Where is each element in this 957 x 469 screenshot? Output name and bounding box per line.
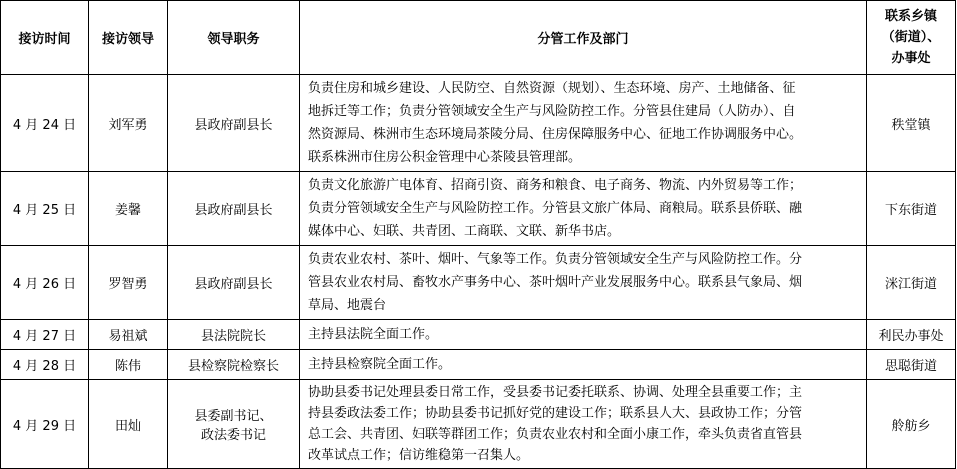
cell-leader: 罗智勇	[89, 246, 168, 320]
cell-position: 县政府副县长	[168, 75, 300, 172]
header-date: 接访时间	[1, 1, 89, 75]
duties-line: 然资源局、株洲市生态环境局茶陵分局、住房保障服务中心、征地工作协调服务中心。	[308, 127, 803, 142]
cell-township: 下东街道	[867, 172, 956, 246]
cell-township: 思聪街道	[867, 350, 956, 380]
cell-township: 利民办事处	[867, 320, 956, 350]
table-row	[1, 320, 956, 350]
cell-leader: 易祖斌	[89, 320, 168, 350]
duties-line: 媒体中心、妇联、共青团、工商联、文联、新华书店。	[308, 224, 621, 239]
duties-line: 主持县检察院全面工作。	[308, 357, 452, 372]
header-township-line2: （街道）、	[881, 30, 941, 45]
cell-position	[168, 380, 300, 469]
cell-date: 4 月 27 日	[1, 320, 89, 350]
cell-duties	[300, 172, 867, 246]
cell-date: 4 月 29 日	[1, 380, 89, 469]
cell-date: 4 月 26 日	[1, 246, 89, 320]
cell-date: 4 月 24 日	[1, 75, 89, 172]
cell-duties	[300, 350, 867, 380]
cell-position: 县政府副县长	[168, 246, 300, 320]
cell-leader: 姜馨	[89, 172, 168, 246]
table-row	[1, 172, 956, 246]
duties-line: 地拆迁等工作；负责分管领域安全生产与风险防控工作。分管县住建局（人防办）、自	[308, 104, 796, 119]
header-township	[867, 1, 956, 75]
table-row	[1, 380, 956, 469]
position-line: 政法委书记	[200, 428, 266, 443]
header-township-line1: 联系乡镇	[884, 9, 937, 24]
duties-line: 负责文化旅游广电体育、招商引资、商务和粮食、电子商务、物流、内外贸易等工作；	[308, 178, 803, 193]
cell-leader: 陈伟	[89, 350, 168, 380]
table-row	[1, 350, 956, 380]
header-position: 领导职务	[168, 1, 300, 75]
cell-position: 县法院院长	[168, 320, 300, 350]
header-township-line3: 办事处	[891, 51, 931, 66]
cell-township: 洣江街道	[867, 246, 956, 320]
duties-line: 管县农业农村局、畜牧水产事务中心、茶叶烟叶产业发展服务中心。联系县气象局、烟	[308, 275, 803, 290]
cell-duties	[300, 75, 867, 172]
cell-date: 4 月 28 日	[1, 350, 89, 380]
duties-line: 负责住房和城乡建设、人民防空、自然资源（规划）、生态环境、房产、土地储备、征	[308, 81, 796, 96]
header-leader: 接访领导	[89, 1, 168, 75]
duties-line: 负责农业农村、茶叶、烟叶、气象等工作。负责分管领域安全生产与风险防控工作。分	[308, 252, 803, 267]
cell-leader: 田灿	[89, 380, 168, 469]
cell-position: 县政府副县长	[168, 172, 300, 246]
cell-duties	[300, 246, 867, 320]
cell-duties	[300, 380, 867, 469]
table-row	[1, 75, 956, 172]
cell-leader: 刘军勇	[89, 75, 168, 172]
duties-line: 负责分管领域安全生产与风险防控工作。分管县文旅广体局、商粮局。联系县侨联、融	[308, 201, 803, 216]
cell-township: 秩堂镇	[867, 75, 956, 172]
duties-line: 草局、地震台	[308, 298, 387, 313]
cell-position: 县检察院检察长	[168, 350, 300, 380]
duties-line: 持县委政法委工作；协助县委书记抓好党的建设工作；联系县人大、县政协工作；分管	[308, 406, 803, 421]
duties-line: 协助县委书记处理县委日常工作，受县委书记委托联系、协调、处理全县重要工作；主	[308, 385, 803, 400]
duties-line: 总工会、共青团、妇联等群团工作；负责农业农村和全面小康工作，牵头负责省直管县	[308, 427, 803, 442]
table-header-row	[1, 1, 956, 75]
duties-line: 改革试点工作；信访维稳第一召集人。	[308, 448, 530, 463]
cell-date: 4 月 25 日	[1, 172, 89, 246]
position-line: 县委副书记、	[194, 409, 273, 424]
table-row	[1, 246, 956, 320]
duties-line: 主持县法院全面工作。	[308, 327, 439, 342]
cell-township: 舲舫乡	[867, 380, 956, 469]
duties-line: 联系株洲市住房公积金管理中心茶陵县管理部。	[308, 150, 582, 165]
cell-duties	[300, 320, 867, 350]
header-duties: 分管工作及部门	[300, 1, 867, 75]
